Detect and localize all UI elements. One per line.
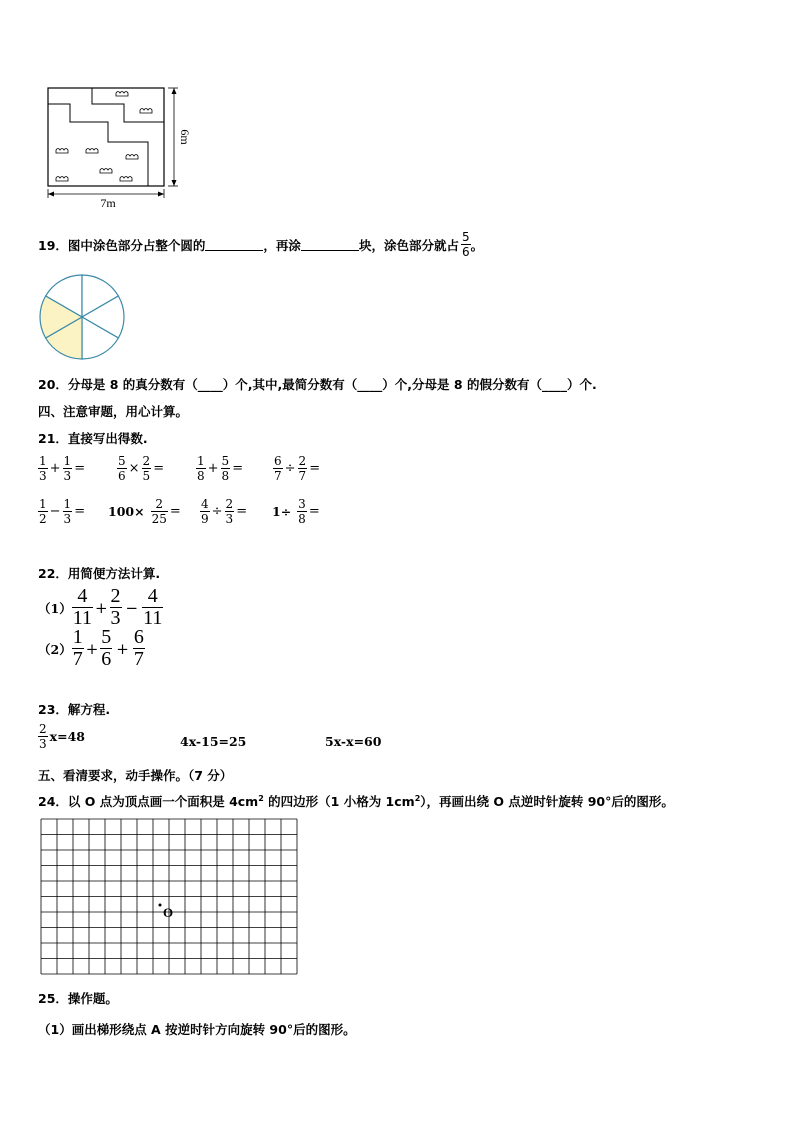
garden-figure bbox=[38, 82, 192, 212]
fraction: $\frac{2}{25}$ bbox=[151, 497, 167, 526]
question-19 bbox=[38, 230, 483, 259]
fraction: $\frac{2}{3}$ bbox=[110, 585, 121, 629]
equals-sign: = bbox=[236, 504, 248, 519]
staircase-line bbox=[48, 104, 148, 186]
fraction: $\frac{2}{3}$ bbox=[225, 497, 234, 526]
equals-sign: = bbox=[308, 504, 320, 519]
calc-expression bbox=[272, 497, 322, 526]
fraction: $\frac{5}{6}$ bbox=[101, 626, 112, 670]
fraction: $\frac{6}{7}$ bbox=[133, 626, 144, 670]
problem-label: （1） bbox=[38, 600, 72, 616]
fraction: $\frac{3}{8}$ bbox=[298, 497, 306, 526]
fraction: $\frac{2}{5}$ bbox=[142, 454, 151, 483]
section-4-title: 四、注意审题，用心计算。 bbox=[38, 404, 189, 419]
lead-term: 1÷ bbox=[272, 504, 292, 519]
fraction: $\frac{5}{6}$ bbox=[118, 454, 126, 483]
operator: ÷ bbox=[211, 504, 223, 519]
question-19-number: 19． bbox=[38, 237, 68, 253]
flower-icon bbox=[116, 92, 128, 97]
fraction: $\frac{1}{3}$ bbox=[39, 454, 47, 483]
fraction: $\frac{6}{7}$ bbox=[274, 454, 282, 483]
operator: ÷ bbox=[284, 461, 296, 476]
pie-slices bbox=[40, 275, 124, 359]
question-19-text-c: 块，涂色部分就占 bbox=[358, 237, 459, 253]
fraction: $\frac{1}{3}$ bbox=[63, 454, 72, 483]
lead-term: 100× bbox=[108, 504, 145, 519]
equals-sign: = bbox=[153, 461, 165, 476]
section-5-title: 五、看清要求，动手操作。（7 分） bbox=[38, 768, 233, 783]
operator: − bbox=[49, 504, 61, 519]
point-o-label: O bbox=[163, 905, 174, 920]
equals-sign: = bbox=[309, 461, 321, 476]
calc-expression bbox=[117, 454, 166, 483]
fraction: $\frac{1}{3}$ bbox=[63, 497, 72, 526]
fraction: $\frac{1}{7}$ bbox=[72, 626, 83, 670]
flower-icon bbox=[126, 155, 138, 160]
simplify-expression bbox=[38, 586, 163, 629]
fraction: $\frac{1}{2}$ bbox=[39, 497, 47, 526]
operator: × bbox=[128, 461, 140, 476]
fraction: $\frac{1}{8}$ bbox=[197, 454, 205, 483]
fraction: $\frac{4}{11}$ bbox=[143, 585, 163, 629]
equation-1-rest: x=48 bbox=[49, 729, 85, 744]
answer-blank[interactable] bbox=[205, 238, 263, 251]
flower-icon bbox=[140, 109, 152, 114]
question-25-sub-1: （1）画出梯形绕点 A 按逆时针方向旋转 90°后的图形。 bbox=[38, 1022, 356, 1037]
fraction: $\frac{5}{8}$ bbox=[221, 454, 230, 483]
flower-icon bbox=[56, 149, 68, 154]
equation-3: 5x-x=60 bbox=[325, 734, 382, 749]
question-19-text-b: ，再涂 bbox=[263, 237, 301, 253]
operator: + bbox=[207, 461, 219, 476]
equation-1-fraction: $\frac{2}{3}$ bbox=[39, 722, 47, 751]
flower-icon bbox=[86, 149, 98, 154]
fraction: $\frac{2}{7}$ bbox=[298, 454, 307, 483]
square-grid[interactable] bbox=[40, 818, 300, 976]
question-19-text-d: 。 bbox=[470, 237, 484, 253]
question-20: 20．分母是 8 的真分数有（____）个,其中,最简分数有（____）个,分母是 8 的假分数有（____）个. bbox=[38, 377, 597, 392]
height-label: 6m bbox=[178, 129, 192, 145]
operator: + bbox=[94, 598, 108, 617]
point-o bbox=[159, 904, 162, 907]
simplify-expression bbox=[38, 627, 145, 670]
flower-icon bbox=[120, 177, 132, 182]
calc-expression bbox=[38, 454, 87, 483]
calc-expression bbox=[196, 454, 245, 483]
question-23-title: 23．解方程. bbox=[38, 702, 111, 717]
operator: + bbox=[49, 461, 61, 476]
circle-pie bbox=[36, 273, 128, 361]
fraction: $\frac{4}{11}$ bbox=[72, 585, 92, 629]
flower-icon bbox=[100, 169, 112, 174]
width-label: 7m bbox=[100, 196, 116, 210]
fraction-five-sixths: $\frac{5}{6}$ bbox=[461, 230, 470, 259]
question-21-title: 21．直接写出得数. bbox=[38, 431, 148, 446]
equation-1 bbox=[38, 722, 85, 751]
calc-expression bbox=[38, 497, 87, 526]
question-19-text-a: 图中涂色部分占整个圆的 bbox=[67, 237, 206, 253]
question-25-title: 25．操作题。 bbox=[38, 991, 118, 1006]
answer-blank[interactable] bbox=[301, 238, 359, 251]
problem-label: （2） bbox=[38, 641, 72, 657]
equation-2: 4x-15=25 bbox=[180, 734, 247, 749]
operator: − bbox=[125, 598, 139, 617]
equals-sign: = bbox=[232, 461, 244, 476]
calc-expression bbox=[108, 497, 183, 526]
question-22-title: 22．用简便方法计算. bbox=[38, 566, 161, 581]
operator: + bbox=[116, 639, 129, 658]
question-24-text: 24．以 O 点为顶点画一个面积是 $4cm^2$ 的四边形（1 小格为 $1cm^2$），再画出绕 O 点逆时针旋转 90°后的图形。 bbox=[38, 793, 674, 809]
garden-rectangle bbox=[48, 88, 164, 186]
operator: + bbox=[85, 639, 99, 658]
grid-lines bbox=[41, 819, 297, 974]
equals-sign: = bbox=[74, 504, 86, 519]
fraction: $\frac{4}{9}$ bbox=[201, 497, 209, 526]
equals-sign: = bbox=[74, 461, 86, 476]
equals-sign: = bbox=[169, 504, 181, 519]
calc-expression bbox=[200, 497, 249, 526]
calc-expression bbox=[273, 454, 322, 483]
flower-icon bbox=[56, 177, 68, 182]
